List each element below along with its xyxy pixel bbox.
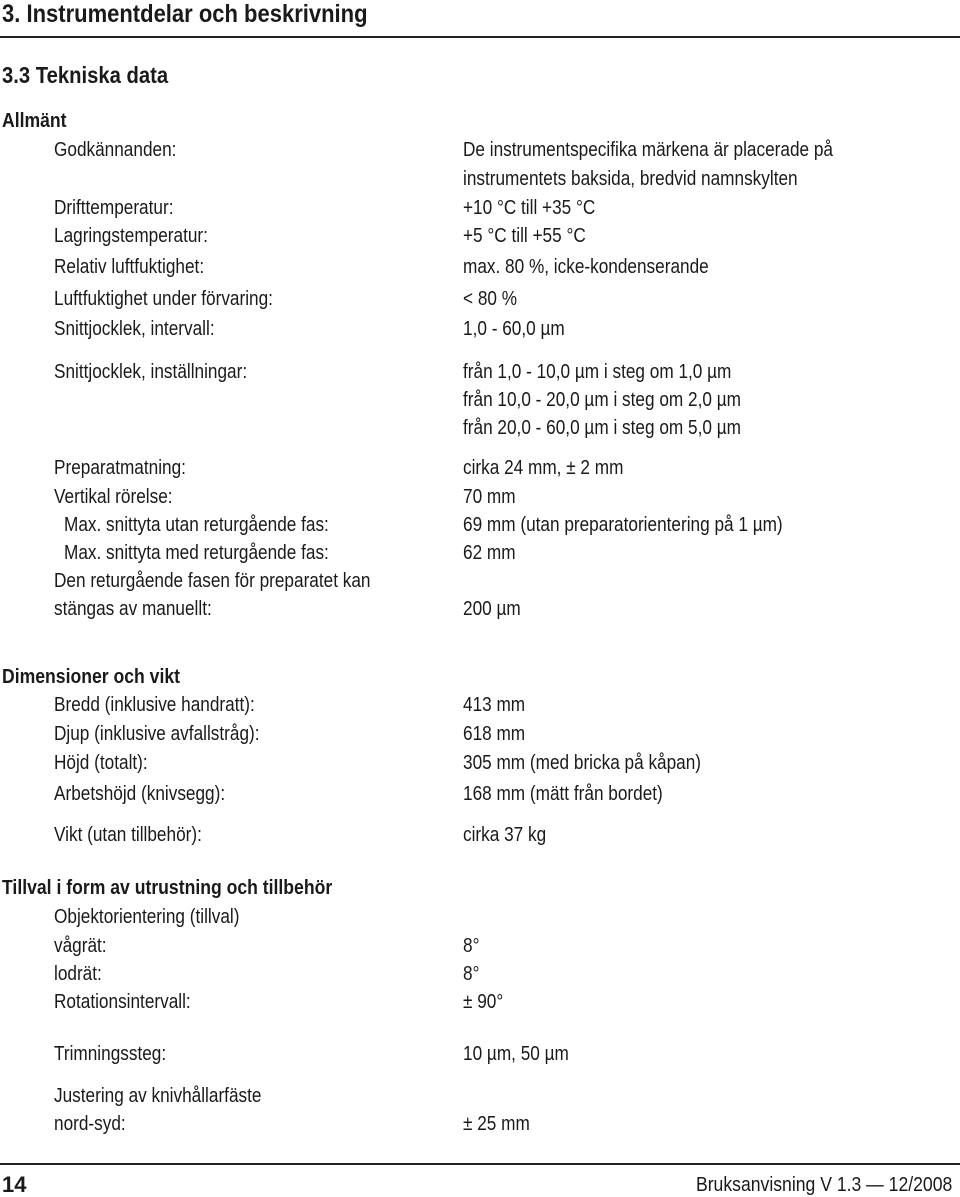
dimensions-value-3: 168 mm (mätt från bordet) xyxy=(463,783,663,805)
options-label-3: Rotationsintervall: xyxy=(54,991,191,1013)
section-title: 3.3 Tekniska data xyxy=(2,62,169,88)
dimensions-value-1: 618 mm xyxy=(463,723,526,745)
dimensions-value-4: cirka 37 kg xyxy=(463,824,547,846)
general-label-6: Snittjocklek, intervall: xyxy=(54,318,215,340)
general-value-4: max. 80 %, icke-kondenserande xyxy=(463,256,709,278)
general-value-9: från 20,0 - 60,0 µm i steg om 5,0 µm xyxy=(463,417,741,439)
general-label-10: Preparatmatning: xyxy=(54,457,186,479)
dimensions-value-2: 305 mm (med bricka på kåpan) xyxy=(463,752,702,774)
general-label-4: Relativ luftfuktighet: xyxy=(54,256,205,278)
general-value-6: 1,0 - 60,0 µm xyxy=(463,318,565,340)
general-value-13: 62 mm xyxy=(463,542,516,564)
dimensions-label-3: Arbetshöjd (knivsegg): xyxy=(54,783,226,805)
dimensions-value-0: 413 mm xyxy=(463,694,526,716)
chapter-title: 3. Instrumentdelar och beskrivning xyxy=(2,0,368,28)
options-value-6: ± 25 mm xyxy=(463,1113,530,1135)
general-value-10: cirka 24 mm, ± 2 mm xyxy=(463,457,624,479)
general-value-15: 200 µm xyxy=(463,598,521,620)
general-value-12: 69 mm (utan preparatorientering på 1 µm) xyxy=(463,514,783,536)
page-number: 14 xyxy=(2,1172,27,1197)
general-value-7: från 1,0 - 10,0 µm i steg om 1,0 µm xyxy=(463,361,732,383)
options-label-5: Justering av knivhållarfäste xyxy=(54,1085,262,1107)
options-value-1: 8° xyxy=(463,935,480,957)
general-label-5: Luftfuktighet under förvaring: xyxy=(54,288,273,310)
options-value-4: 10 µm, 50 µm xyxy=(463,1043,569,1065)
options-label-1: vågrät: xyxy=(54,935,107,957)
general-value-8: från 10,0 - 20,0 µm i steg om 2,0 µm xyxy=(463,389,741,411)
options-label-6: nord-syd: xyxy=(54,1113,126,1135)
general-heading: Allmänt xyxy=(2,110,67,132)
general-label-2: Drifttemperatur: xyxy=(54,197,174,219)
general-label-15: stängas av manuellt: xyxy=(54,598,212,620)
options-label-0: Objektorientering (tillval) xyxy=(54,906,240,928)
general-value-0: De instrumentspecifika märkena är placerade på xyxy=(463,139,833,161)
header-rule xyxy=(0,36,960,38)
general-value-3: +5 °C till +55 °C xyxy=(463,225,586,247)
document-version: Bruksanvisning V 1.3 — 12/2008 xyxy=(695,1174,952,1196)
general-label-7: Snittjocklek, inställningar: xyxy=(54,361,248,383)
options-heading: Tillval i form av utrustning och tillbehör xyxy=(2,877,333,899)
general-value-1: instrumentets baksida, bredvid namnskylten xyxy=(463,168,798,190)
dimensions-heading: Dimensioner och vikt xyxy=(2,666,181,688)
options-label-4: Trimningssteg: xyxy=(54,1043,167,1065)
options-value-3: ± 90° xyxy=(463,991,504,1013)
general-label-14: Den returgående fasen för preparatet kan xyxy=(54,570,371,592)
options-label-2: lodrät: xyxy=(54,963,102,985)
general-label-0: Godkännanden: xyxy=(54,139,177,161)
general-value-5: < 80 % xyxy=(463,288,518,310)
general-label-12: Max. snittyta utan returgående fas: xyxy=(64,514,329,536)
general-label-11: Vertikal rörelse: xyxy=(54,486,173,508)
general-value-2: +10 °C till +35 °C xyxy=(463,197,596,219)
footer-rule xyxy=(0,1163,960,1165)
options-value-2: 8° xyxy=(463,963,480,985)
dimensions-label-4: Vikt (utan tillbehör): xyxy=(54,824,202,846)
general-value-11: 70 mm xyxy=(463,486,516,508)
dimensions-label-1: Djup (inklusive avfallstråg): xyxy=(54,723,260,745)
general-label-13: Max. snittyta med returgående fas: xyxy=(64,542,329,564)
dimensions-label-0: Bredd (inklusive handratt): xyxy=(54,694,255,716)
dimensions-label-2: Höjd (totalt): xyxy=(54,752,148,774)
general-label-3: Lagringstemperatur: xyxy=(54,225,208,247)
